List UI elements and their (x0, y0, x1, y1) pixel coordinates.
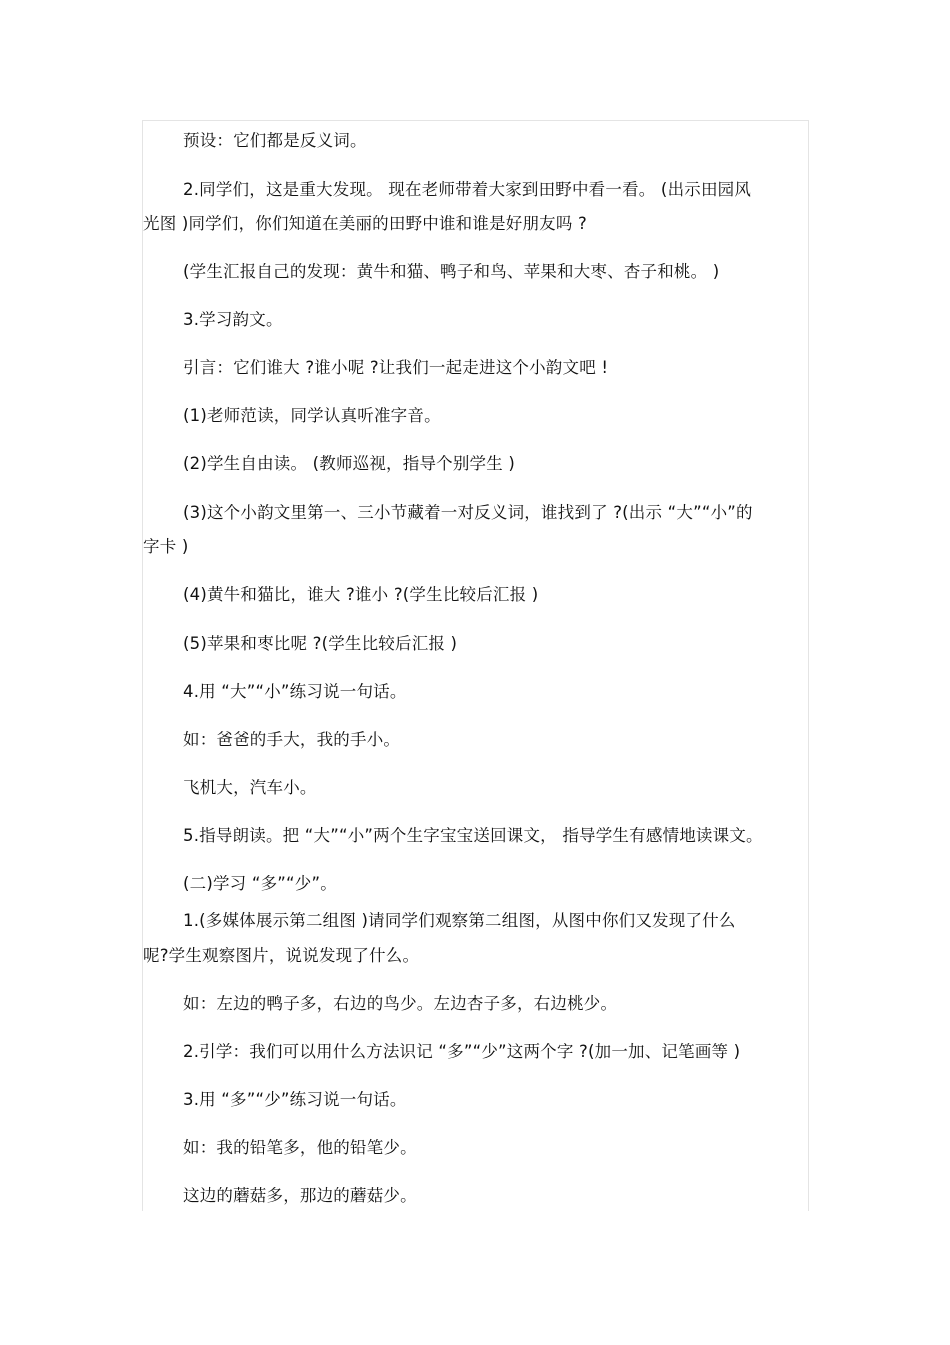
text-line: 字卡 ) (143, 537, 189, 556)
text-line: 如：左边的鸭子多，右边的鸟少。左边杏子多，右边桃少。 (183, 994, 618, 1013)
text-line: (2)学生自由读。 (教师巡视，指导个别学生 ) (183, 454, 516, 473)
text-line: 3.用 “多”“少”练习说一句话。 (183, 1090, 407, 1109)
text-line: 呢?学生观察图片，说说发现了什么。 (143, 946, 420, 965)
text-line: 4.用 “大”“小”练习说一句话。 (183, 682, 407, 701)
section-heading: (二)学习 “多”“少”。 (183, 874, 337, 893)
text-line: 飞机大，汽车小。 (183, 778, 317, 797)
text-line: 如：我的铅笔多，他的铅笔少。 (183, 1138, 417, 1157)
text-line: 2.同学们，这是重大发现。 现在老师带着大家到田野中看一看。 (出示田园风 (183, 180, 752, 199)
text-line: 1.(多媒体展示第二组图 )请同学们观察第二组图，从图中你们又发现了什么 (183, 911, 736, 930)
text-line: 3.学习韵文。 (183, 310, 283, 329)
text-line: 这边的蘑菇多，那边的蘑菇少。 (183, 1186, 417, 1205)
text-line: (学生汇报自己的发现：黄牛和猫、鸭子和鸟、苹果和大枣、杏子和桃。 ) (183, 262, 720, 281)
text-line: (1)老师范读，同学认真听准字音。 (183, 406, 441, 425)
text-line: 预设：它们都是反义词。 (183, 131, 367, 150)
text-line: (5)苹果和枣比呢 ?(学生比较后汇报 ) (183, 634, 458, 653)
text-line: (4)黄牛和猫比，谁大 ?谁小 ?(学生比较后汇报 ) (183, 585, 539, 604)
text-line: 引言：它们谁大 ?谁小呢 ?让我们一起走进这个小韵文吧 ! (183, 358, 609, 377)
text-line: 2.引学：我们可以用什么方法识记 “多”“少”这两个字 ?(加一加、记笔画等 ) (183, 1042, 741, 1061)
text-line: 5.指导朗读。把 “大”“小”两个生字宝宝送回课文， 指导学生有感情地读课文。 (183, 826, 763, 845)
text-line: 如：爸爸的手大，我的手小。 (183, 730, 401, 749)
text-line: (3)这个小韵文里第一、三小节藏着一对反义词，谁找到了 ?(出示 “大”“小”的 (183, 503, 753, 522)
text-line: 光图 )同学们，你们知道在美丽的田野中谁和谁是好朋友吗 ? (143, 214, 587, 233)
